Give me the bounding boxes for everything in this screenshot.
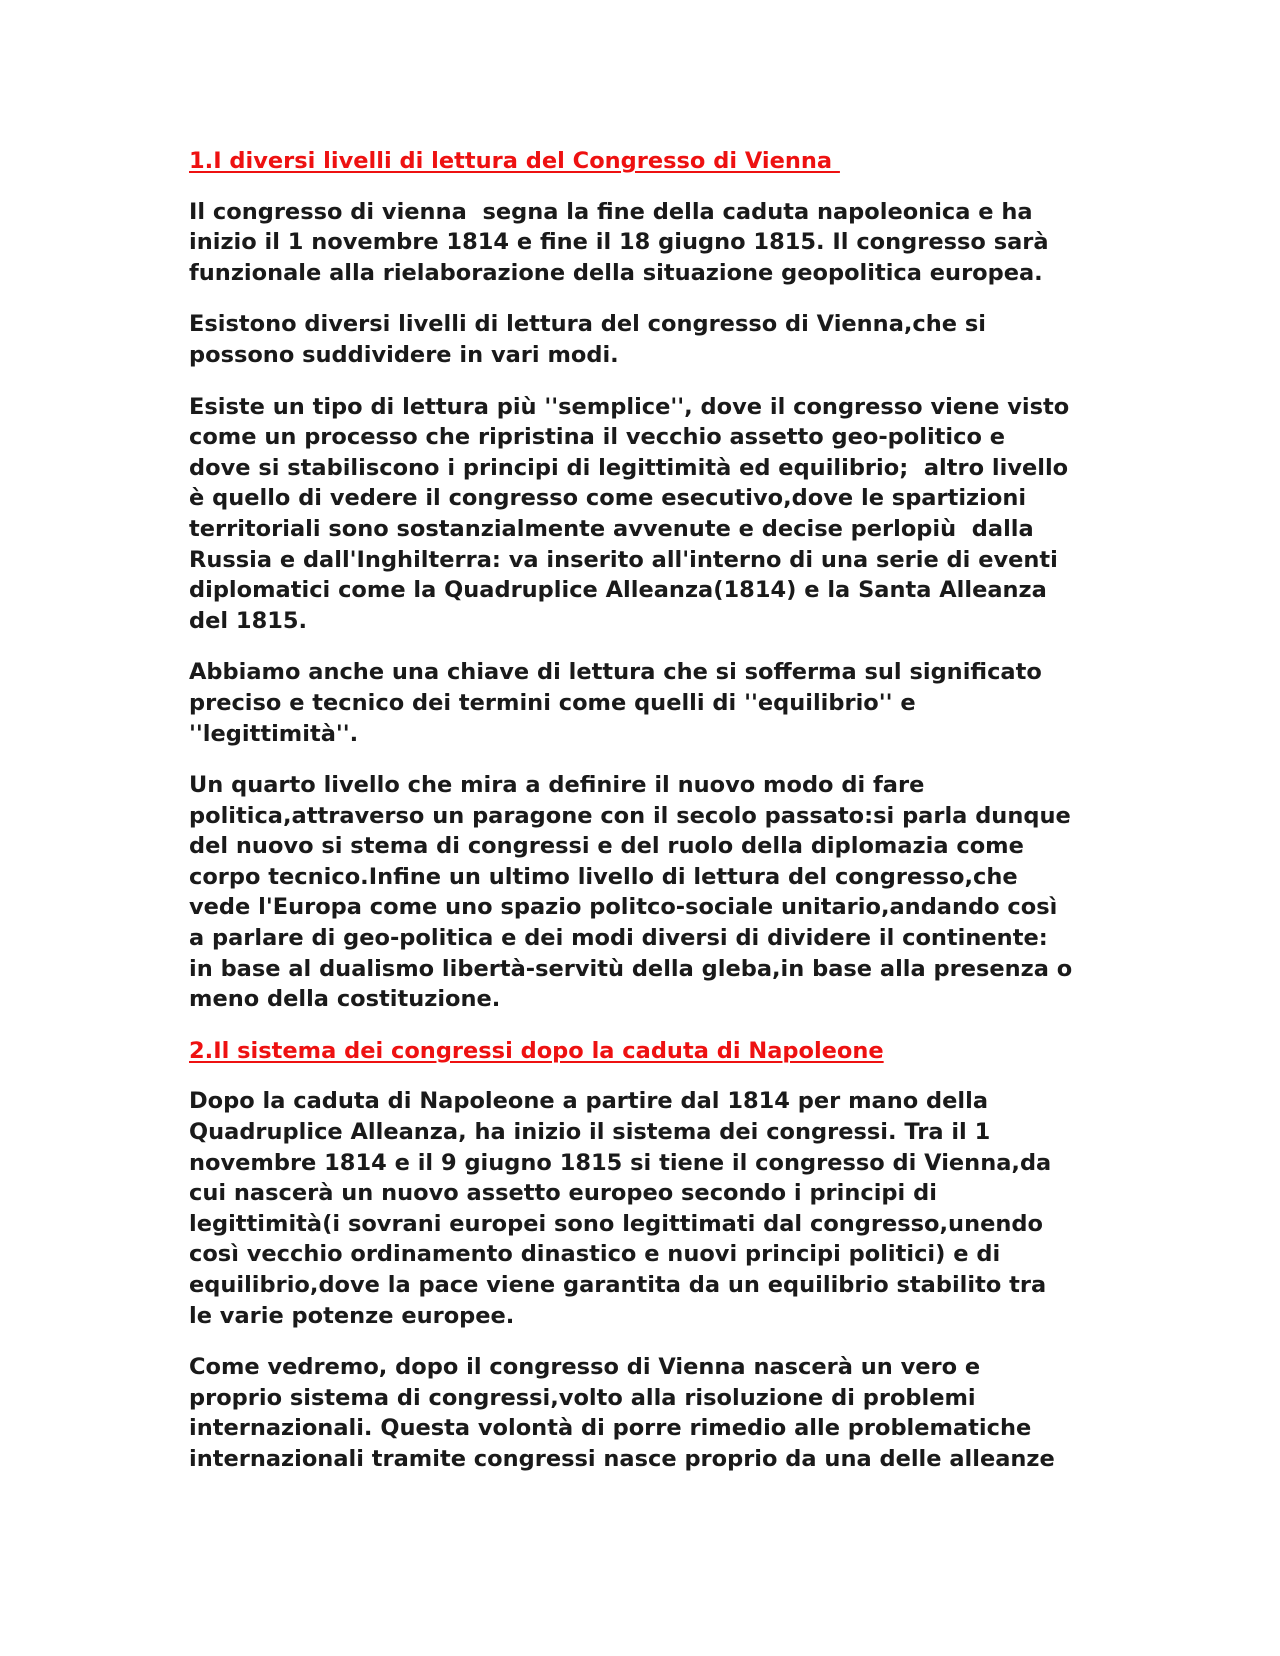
text-line: Dopo la caduta di Napoleone a partire dal 1814 per mano della xyxy=(189,1088,989,1115)
text-line: equilibrio,dove la pace viene garantita da un equilibrio stabilito tra xyxy=(189,1272,1047,1298)
text-line: proprio sistema di congressi,volto alla risoluzione di problemi xyxy=(189,1384,976,1411)
section-1-heading: 1.I diversi livelli di lettura del Congresso di Vienna xyxy=(189,148,840,174)
text-line: ''legittimità''. xyxy=(189,720,359,747)
text-line: Quadruplice Alleanza, ha inizio il sistema dei congressi. Tra il 1 xyxy=(189,1119,991,1146)
section-2-heading: 2.Il sistema dei congressi dopo la caduta di Napoleone xyxy=(189,1037,884,1064)
text-line: internazionali. Questa volontà di porre rimedio alle problematiche xyxy=(189,1415,1032,1442)
text-line: diplomatici come la Quadruplice Alleanza(1814) e la Santa Alleanza xyxy=(189,577,1047,604)
text-line: del 1815. xyxy=(189,607,308,634)
text-line: a parlare di geo-politica e dei modi diversi di dividere il continente: xyxy=(189,925,1048,952)
text-line: Esistono diversi livelli di lettura del congresso di Vienna,che si xyxy=(189,311,986,338)
text-line: cui nascerà un nuovo assetto europeo secondo i principi di xyxy=(189,1180,937,1207)
text-line: le varie potenze europee. xyxy=(189,1302,515,1329)
section-2-paragraph-1 xyxy=(189,1086,1101,1331)
section-1-paragraph-5 xyxy=(189,770,1101,1015)
text-line: corpo tecnico.Infine un ultimo livello di lettura del congresso,che xyxy=(189,863,1018,890)
text-line: Abbiamo anche una chiave di lettura che si sofferma sul significato xyxy=(189,659,1042,686)
text-line: del nuovo si stema di congressi e del ruolo della diplomazia come xyxy=(189,833,1024,860)
text-line: dove si stabiliscono i principi di legittimità ed equilibrio; altro livello xyxy=(189,454,1069,481)
text-line: Come vedremo, dopo il congresso di Vienna nascerà un vero e xyxy=(189,1354,981,1381)
text-line: in base al dualismo libertà-servitù della gleba,in base alla presenza o xyxy=(189,955,1073,982)
section-1-paragraph-3 xyxy=(189,392,1101,637)
text-line: è quello di vedere il congresso come esecutivo,dove le spartizioni xyxy=(189,485,1027,512)
text-line: Russia e dall'Inghilterra: va inserito all'interno di una serie di eventi xyxy=(189,546,1058,573)
text-line: politica,attraverso un paragone con il secolo passato:si parla dunque xyxy=(189,802,1071,829)
text-line: possono suddividere in vari modi. xyxy=(189,341,619,368)
text-line: meno della costituzione. xyxy=(189,986,501,1013)
text-line: Un quarto livello che mira a definire il nuovo modo di fare xyxy=(189,772,925,799)
text-line: come un processo che ripristina il vecchio assetto geo-politico e xyxy=(189,424,1006,451)
text-line: novembre 1814 e il 9 giugno 1815 si tiene il congresso di Vienna,da xyxy=(189,1149,1052,1176)
text-line: funzionale alla rielaborazione della situazione geopolitica europea. xyxy=(189,259,1043,286)
text-line: Esiste un tipo di lettura più ''semplice'', dove il congresso viene visto xyxy=(189,393,1070,420)
section-1-paragraph-2 xyxy=(189,309,1101,370)
section-1-paragraph-4 xyxy=(189,657,1101,749)
document-body xyxy=(189,146,1101,1496)
text-line: Il congresso di vienna segna la fine della caduta napoleonica e ha xyxy=(189,198,1033,225)
text-line: territoriali sono sostanzialmente avvenute e decise perlopiù dalla xyxy=(189,515,1034,542)
text-line: così vecchio ordinamento dinastico e nuovi principi politici) e di xyxy=(189,1241,1001,1268)
text-line: preciso e tecnico dei termini come quelli di ''equilibrio'' e xyxy=(189,689,916,716)
section-1-paragraph-1 xyxy=(189,197,1101,289)
text-line: internazionali tramite congressi nasce proprio da una delle alleanze xyxy=(189,1445,1055,1472)
text-line: inizio il 1 novembre 1814 e fine il 18 giugno 1815. Il congresso sarà xyxy=(189,229,1049,256)
text-line: legittimità(i sovrani europei sono legittimati dal congresso,unendo xyxy=(189,1210,1043,1237)
text-line: vede l'Europa come uno spazio politco-sociale unitario,andando così xyxy=(189,894,1058,921)
section-2-paragraph-2 xyxy=(189,1352,1101,1474)
